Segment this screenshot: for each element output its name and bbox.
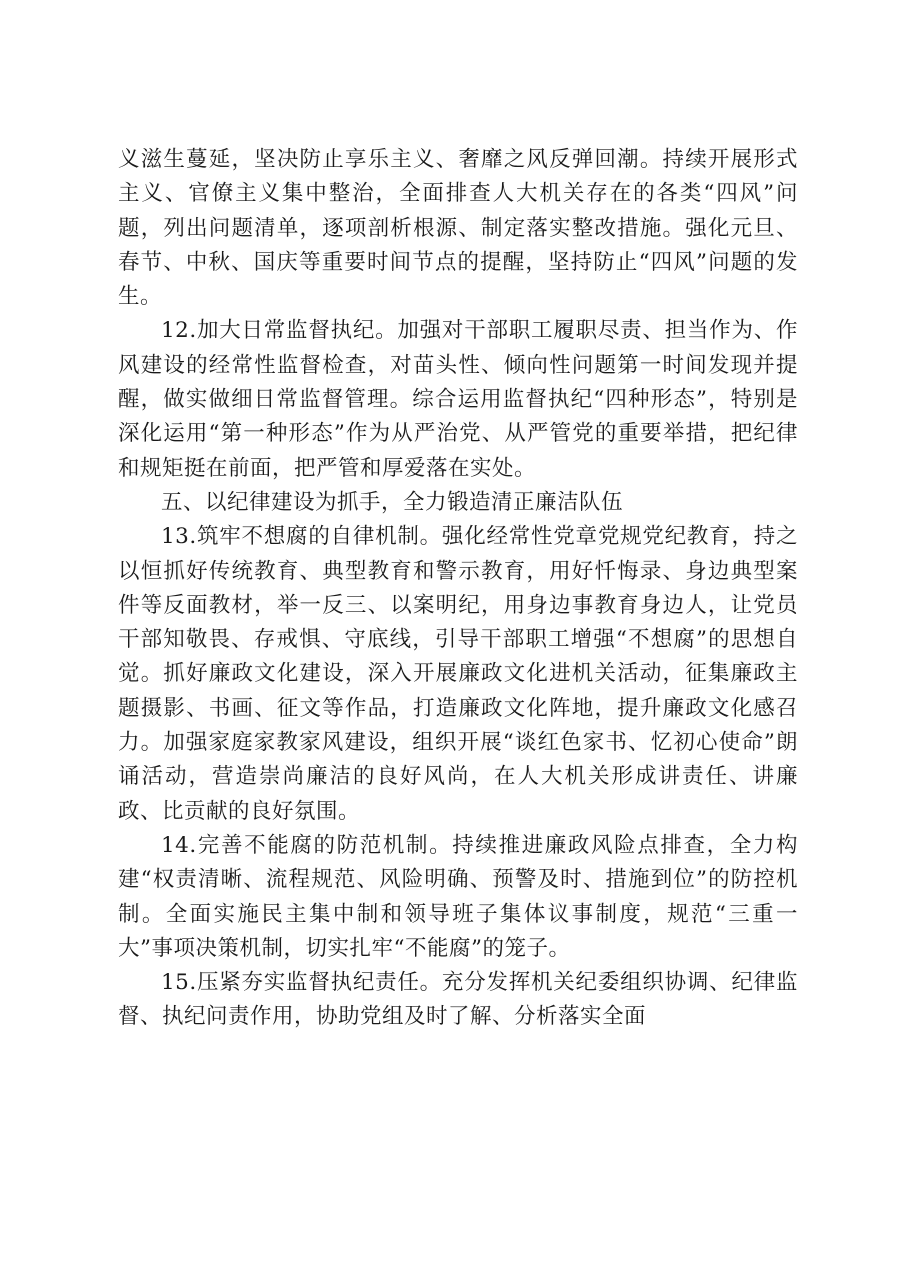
paragraph-5: 15.压紧夯实监督执纪责任。充分发挥机关纪委组织协调、纪律监督、执纪问责作用，协助党组及时了解、分析落实全面 <box>118 970 798 1030</box>
document-body <box>118 143 798 1035</box>
paragraph-3: 13.筑牢不想腐的自律机制。强化经常性党章党规党纪教育，持之以恒抓好传统教育、典型教育和警示教育，用好忏悔录、身边典型案件等反面教材，举一反三、以案明纪，用身边事教育身边人，让党员干部知敬畏、存戒惧、守底线，引导干部职工增强“不想腐”的思想自觉。抓好廉政文化建设，深入开展廉政文化进机关活动，征集廉政主题摄影、书画、征文等作品，打造廉政文化阵地，提升廉政文化感召力。加强家庭家教家风建设，组织开展“谈红色家书、忆初心使命”朗诵活动，营造崇尚廉洁的良好风尚，在人大机关形成讲责任、讲廉政、比贡献的良好氛围。 <box>118 524 798 824</box>
paragraph-4: 14.完善不能腐的防范机制。持续推进廉政风险点排查，全力构建“权责清晰、流程规范、风险明确、预警及时、措施到位”的防控机制。全面实施民主集中制和领导班子集体议事制度，规范“三重一大”事项决策机制，切实扎牢“不能腐”的笼子。 <box>118 832 798 961</box>
section-heading: 五、以纪律建设为抓手，全力锻造清正廉洁队伍 <box>161 489 624 515</box>
paragraph-2: 12.加大日常监督执纪。加强对干部职工履职尽责、担当作为、作风建设的经常性监督检查，对苗头性、倾向性问题第一时间发现并提醒，做实做细日常监督管理。综合运用监督执纪“四种形态”，特别是深化运用“第一种形态”作为从严治党、从严管党的重要举措，把纪律和规矩挺在前面，把严管和厚爱落在实处。 <box>118 318 798 481</box>
paragraph-1: 义滋生蔓延，坚决防止享乐主义、奢靡之风反弹回潮。持续开展形式主义、官僚主义集中整治，全面排查人大机关存在的各类“四风”问题，列出问题清单，逐项剖析根源、制定落实整改措施。强化元旦、春节、中秋、国庆等重要时间节点的提醒，坚持防止“四风”问题的发生。 <box>118 147 798 310</box>
